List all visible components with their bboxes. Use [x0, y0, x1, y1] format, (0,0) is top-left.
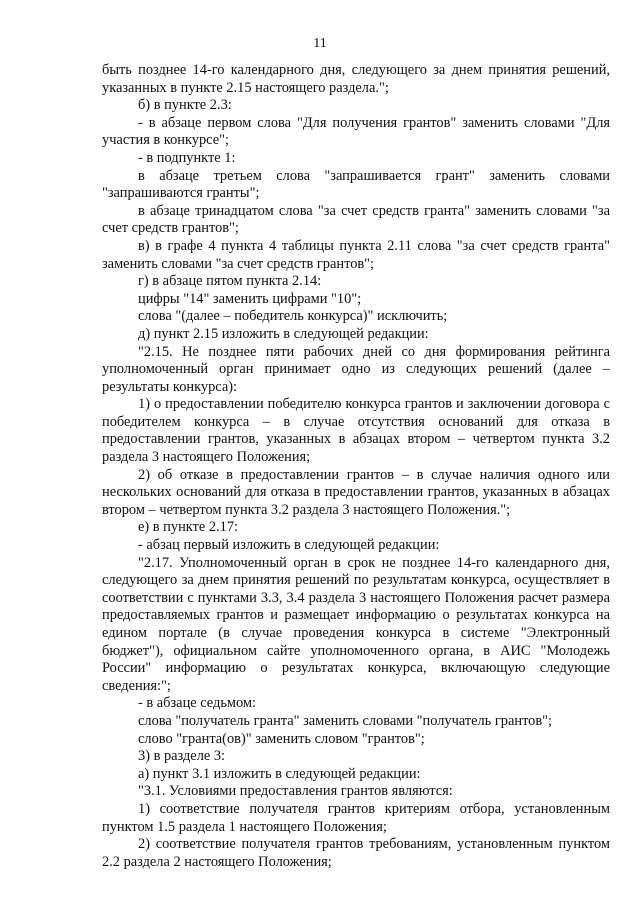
paragraph: слова "получатель гранта" заменить словами "получатель грантов";: [138, 712, 553, 729]
paragraph: быть позднее 14-го календарного дня, следующего за днем принятия решений, указанных в пункте 2.15 настоящего раздела.";: [102, 62, 610, 96]
document-body: [102, 62, 610, 871]
paragraph: "2.15. Не позднее пяти рабочих дней со дня формирования рейтинга уполномоченный орган принимает одно из следующих решений (далее – результаты конкурса):: [102, 343, 610, 395]
paragraph: "2.17. Уполномоченный орган в срок не позднее 14-го календарного дня, следующего за днем принятия решений по результатам конкурса, осуществляет в соответствии с пунктами 3.3, 3.4 раздела 3 настоящего Положения расчет размера предоставляемых грантов и размещает информацию о результатах конкурса на едином портале (в случае проведения конкурса в системе "Электронный бюджет"), официальном сайте уполномоченного органа, в АИС "Молодежь России" информацию о результатах конкурса, включающую следующие сведения:";: [102, 554, 610, 694]
paragraph: слова "(далее – победитель конкурса)" исключить;: [138, 308, 448, 325]
paragraph: 2) об отказе в предоставлении грантов – в случае наличия одного или нескольких оснований для отказа в предоставлении грантов, указанных в абзацах втором – четвертом пункта 3.2 раздела 3 настоящего Положения.";: [102, 466, 610, 518]
paragraph: а) пункт 3.1 изложить в следующей редакции:: [138, 765, 421, 782]
paragraph: в абзаце тринадцатом слова "за счет средств гранта" заменить словами "за счет средств грантов";: [102, 202, 610, 237]
paragraph: д) пункт 2.15 изложить в следующей редакции:: [138, 325, 429, 342]
paragraph: - в абзаце первом слова "Для получения грантов" заменить словами "Для участия в конкурсе";: [102, 114, 610, 149]
paragraph: - в подпункте 1:: [138, 149, 236, 166]
page-number: 11: [313, 36, 327, 51]
paragraph: - в абзаце седьмом:: [138, 695, 257, 712]
paragraph: 2) соответствие получателя грантов требованиям, установленным пунктом 2.2 раздела 2 настоящего Положения;: [102, 836, 610, 870]
paragraph: 1) о предоставлении победителю конкурса грантов и заключении договора с победителем конкурса – в случае отсутствия оснований для отказа в предоставлении грантов, указанных в абзацах втором – четвертом пункта 3.2 раздела 3 настоящего Положения;: [102, 396, 610, 466]
paragraph: цифры "14" заменить цифрами "10";: [138, 290, 362, 307]
paragraph: 3) в разделе 3:: [138, 748, 226, 765]
paragraph: "3.1. Условиями предоставления грантов являются:: [138, 783, 453, 800]
paragraph: слово "гранта(ов)" заменить словом "грантов";: [138, 730, 425, 747]
paragraph: б) в пункте 2.3:: [138, 97, 232, 114]
paragraph: 1) соответствие получателя грантов критериям отбора, установленным пунктом 1.5 раздела 1 настоящего Положения;: [102, 800, 610, 835]
paragraph: в) в графе 4 пункта 4 таблицы пункта 2.11 слова "за счет средств гранта" заменить словами "за счет средств грантов";: [102, 237, 610, 272]
paragraph: - абзац первый изложить в следующей редакции:: [138, 537, 440, 554]
paragraph: г) в абзаце пятом пункта 2.14:: [138, 273, 322, 290]
paragraph: е) в пункте 2.17:: [138, 519, 239, 536]
paragraph: в абзаце третьем слова "запрашивается грант" заменить словами "запрашиваются гранты";: [102, 167, 610, 202]
